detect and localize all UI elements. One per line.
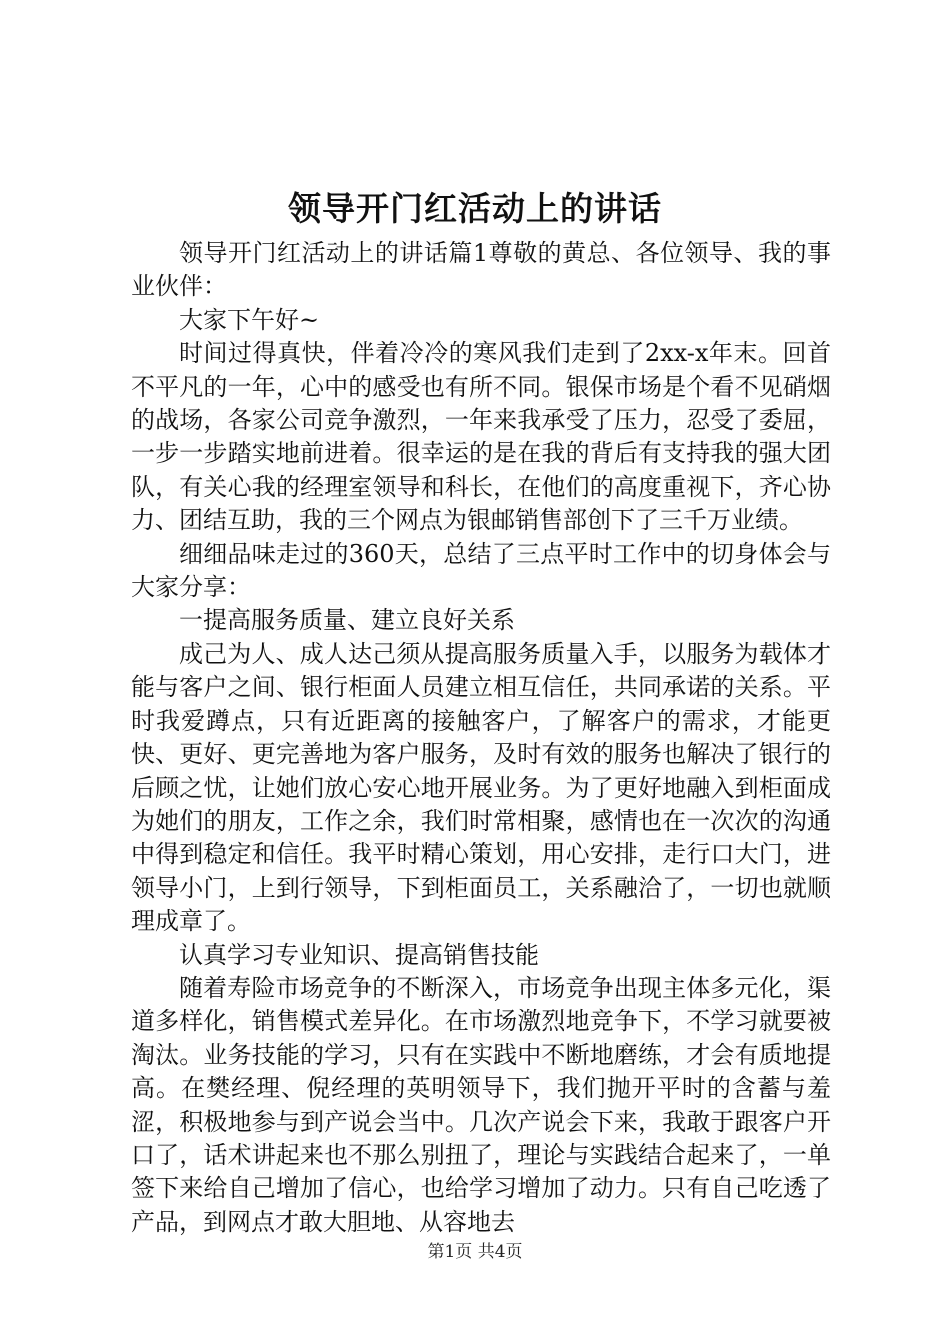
section-heading: 一提高服务质量、建立良好关系 [179, 606, 515, 635]
paragraph: 大家下午好~ [179, 305, 320, 334]
page-footer: 第1页 共4页 [427, 1242, 523, 1262]
paragraph: 细细品味走过的360天，总结了三点平时工作中的切身体会与大家分享： [131, 539, 831, 602]
document-body [131, 237, 831, 1239]
paragraph: 时间过得真快，伴着冷冷的寒风我们走到了2xx-x年末。回首不平凡的一年，心中的感受也有所不同。银保市场是个看不见硝烟的战场，各家公司竞争激烈，一年来我承受了压力，忍受了委屈，一步一步踏实地前进着。很幸运的是在我的背后有支持我的强大团队，有关心我的经理室领导和科长，在他们的高度重视下，齐心协力、团结互助，我的三个网点为银邮销售部创下了三千万业绩。 [131, 339, 831, 535]
paragraph: 成己为人、成人达己须从提高服务质量入手，以服务为载体才能与客户之间、银行柜面人员建立相互信任，共同承诺的关系。平时我爱蹲点，只有近距离的接触客户，了解客户的需求，才能更快、更好、更完善地为客户服务，及时有效的服务也解决了银行的后顾之忧，让她们放心安心地开展业务。为了更好地融入到柜面成为她们的朋友，工作之余，我们时常相聚，感情也在一次次的沟通中得到稳定和信任。我平时精心策划，用心安排，走行口大门，进领导小门，上到行领导，下到柜面员工，关系融洽了，一切也就顺理成章了。 [131, 639, 831, 936]
paragraph: 领导开门红活动上的讲话篇1尊敬的黄总、各位领导、我的事业伙伴： [131, 239, 831, 301]
paragraph: 随着寿险市场竞争的不断深入，市场竞争出现主体多元化，渠道多样化，销售模式差异化。在市场激烈地竞争下，不学习就要被淘汰。业务技能的学习，只有在实践中不断地磨练，才会有质地提高。在樊经理、倪经理的英明领导下，我们抛开平时的含蓄与羞涩，积极地参与到产说会当中。几次产说会下来，我敢于跟客户开口了，话术讲起来也不那么别扭了，理论与实践结合起来了，一单签下来给自己增加了信心，也给学习增加了动力。只有自己吃透了产品，到网点才敢大胆地、从容地去 [131, 973, 831, 1236]
section-heading: 认真学习专业知识、提高销售技能 [179, 940, 539, 969]
page-title: 领导开门红活动上的讲话 [288, 189, 662, 228]
